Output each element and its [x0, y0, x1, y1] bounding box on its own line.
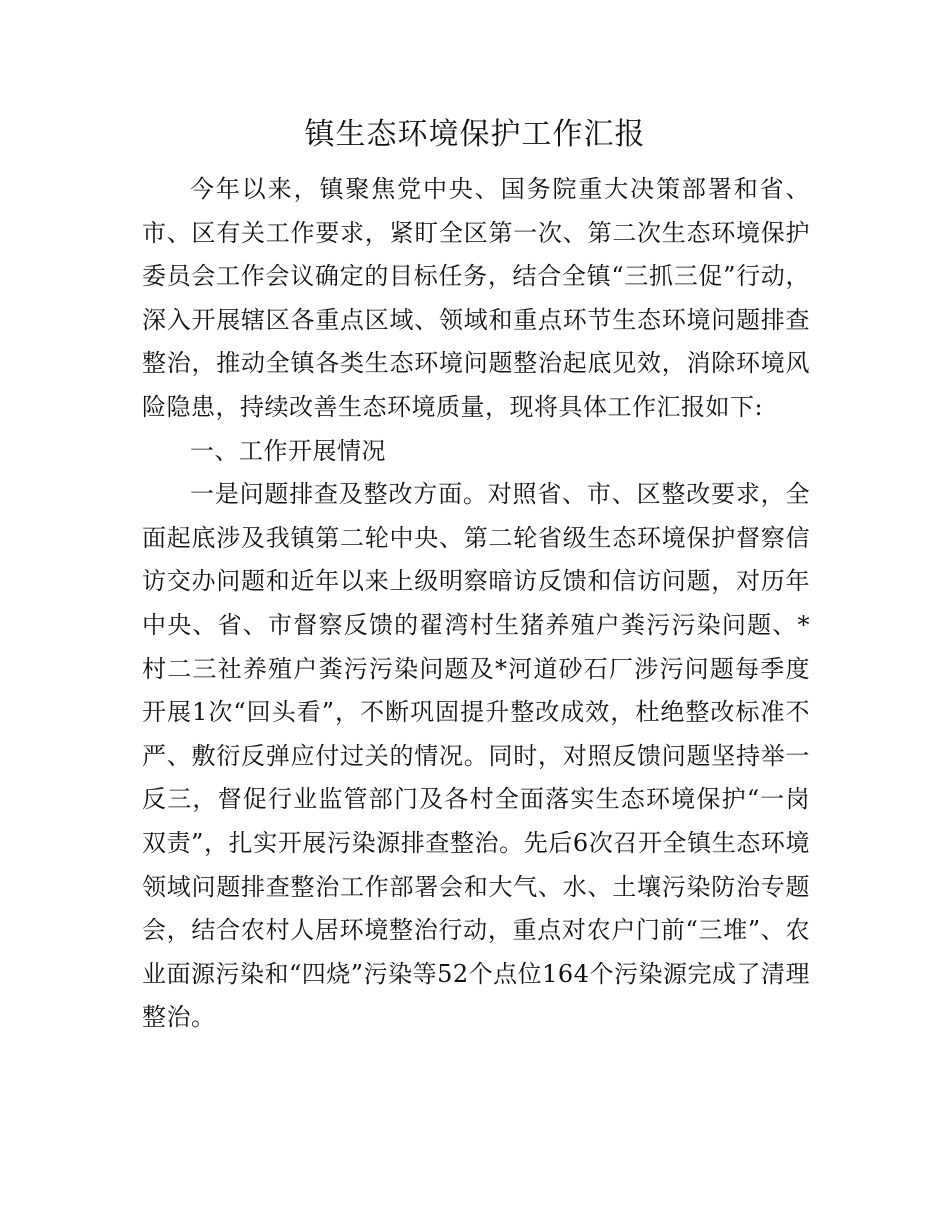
document-body [142, 168, 810, 1040]
body-paragraph: 一是问题排查及整改方面。对照省、市、区整改要求，全面起底涉及我镇第二轮中央、第二轮省级生态环境保护督察信访交办问题和近年以来上级明察暗访反馈和信访问题，对历年中央、省、市督察反馈的翟湾村生猪养殖户粪污污染问题、*村二三社养殖户粪污污染问题及*河道砂石厂涉污问题每季度开展1次“回头看”，不断巩固提升整改成效，杜绝整改标准不严、敷衍反弹应付过关的情况。同时，对照反馈问题坚持举一反三，督促行业监管部门及各村全面落实生态环境保护“一岗双责”，扎实开展污染源排查整治。先后6次召开全镇生态环境领域问题排查整治工作部署会和大气、水、土壤污染防治专题会，结合农村人居环境整治行动，重点对农户门前“三堆”、农业面源污染和“四烧”污染等52个点位164个污染源完成了清理整治。 [142, 480, 810, 1032]
section-heading: 一、工作开展情况 [190, 436, 386, 465]
intro-paragraph: 今年以来，镇聚焦党中央、国务院重大决策部署和省、市、区有关工作要求，紧盯全区第一次、第二次生态环境保护委员会工作会议确定的目标任务，结合全镇“三抓三促”行动，深入开展辖区各重点区域、领域和重点环节生态环境问题排查整治，推动全镇各类生态环境问题整治起底见效，消除环境风险隐患，持续改善生态环境质量，现将具体工作汇报如下: [142, 175, 810, 421]
document-title: 镇生态环境保护工作汇报 [304, 117, 646, 152]
